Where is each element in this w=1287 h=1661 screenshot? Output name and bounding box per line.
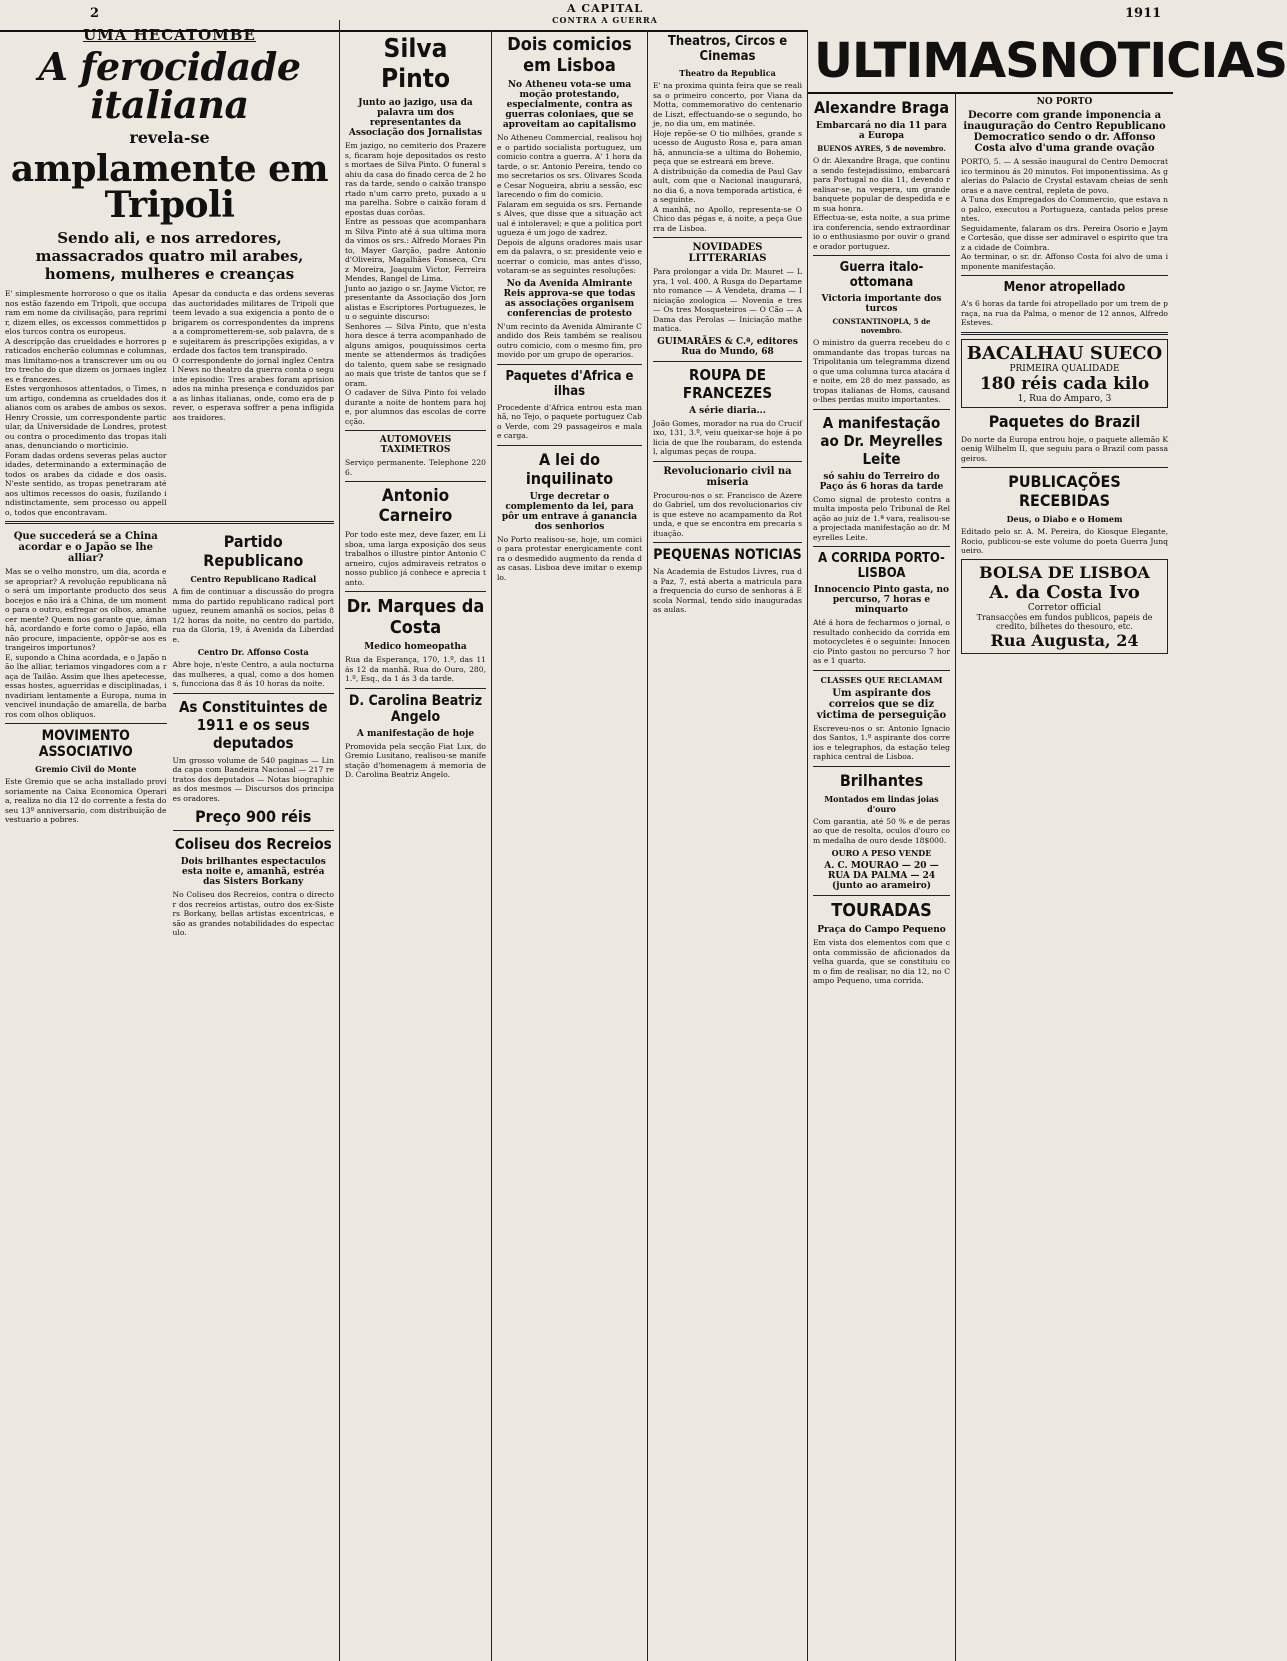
novidades-body: Para prolongar a vida Dr. Mauret — Lyra, 1 vol. 400. A Rusga do Departamento romance — A Vendeta, drama — Iniciação zoologica — Novenia e tres — Os tres Mosqueteiros — O Cão — A Dama das Perolas — Iniciação mathematica. (653, 267, 802, 333)
headline-tripoli: amplamente em Tripoli (10, 148, 329, 226)
headline-revela-se: revela-se (129, 128, 210, 147)
pequenas-title: PEQUENAS NOTICIAS (653, 547, 802, 563)
movimento-title: MOVIMENTO ASSOCIATIVO (38, 728, 133, 760)
divider (813, 766, 950, 767)
divider (653, 461, 802, 462)
silva-pinto-body-5: O cadaver de Silva Pinto foi velado durante a noite de hontem para hoje, por alumnos das escolas de correcção. (345, 388, 486, 426)
china-para-2: E, supondo a China acordada, e o Japão não lhe alliar, teriamos vingadores com a raça de Tailão. Assim que lhes apetecesse, essas hostes, aguerridas e disciplinadas, invadiriam lentamente a Europa, numa invencivel inundação de amarella, de barbaros com olhos obliquos. (5, 652, 167, 719)
brilhantes-sub: Montados em lindas joias d'ouro (824, 793, 939, 814)
antonio-carneiro-title: Antonio Carneiro (378, 486, 453, 526)
constituintes-price: Preço 900 réis (195, 807, 312, 826)
antonio-carneiro-body: Por todo este mez, deve fazer, em Lisboa, uma larga exposição dos seus trabalhos o illustre pintor Antonio Carneiro, cujos admiraveis retratos o nosso publico já conhece e aprecia tanto. (345, 530, 486, 587)
theatros-body-2: Hoje repõe-se O tio milhões, grande sucesso de Augusto Rosa e, para amanhã, annuncia-se a ultima do Bohemio, peça que se estreará em breve. (653, 128, 802, 166)
silva-pinto-body-1: Em jazigo, no cemiterio dos Prazeres, ficaram hoje depositados os restos mortaes de Silva Pinto. O funeral sahiu da casa do finado cerca de 2 horas da tarde, sendo o caixão transportado n'um carro preto, puxado a uma parelha. Sobre o caixão foram depostas duas corôas. (345, 141, 486, 217)
paquetes-brazil-title: Paquetes do Brazil (988, 411, 1141, 431)
movimento-sub: Gremio Civil do Monte (35, 764, 137, 774)
divider (497, 364, 642, 365)
braga-title: Alexandre Braga (813, 98, 950, 117)
tripoli-para-6: O correspondente do jornal inglez Central News no theatro da guerra conta o seguinte episodio: Tres arabes foram aprisionados na minha presença e conduzidos para as linhas italianas, onde, como era de prever, o esperava soffrer a pena infligida aos traidores. (172, 355, 334, 422)
porto-body-2: A Tuna dos Empregados do Commercio, que estava no palco, executou a Portugueza, cantada pelos presentes. (961, 195, 1168, 223)
lower-col1 (5, 528, 334, 938)
revolucionario-title: Revolucionario civil na miseria (663, 465, 792, 488)
bacalhau-title: BACALHAU SUECO (966, 342, 1163, 364)
partido-title: Partido Republicano (203, 532, 304, 570)
automoveis-body: Serviço permanente. Telephone 2206. (345, 458, 486, 477)
coliseu-title: Coliseu dos Recreios (174, 835, 332, 853)
publicacoes-body: Editado pelo sr. A. M. Pereira, do Kiosque Elegante, Rocio, publicou-se este volume do poeta Guerra Junqueiro. (961, 527, 1168, 555)
theatro-republica-sub: Theatro da Republica (679, 68, 776, 78)
partido-sub: Centro Republicano Radical (190, 574, 317, 584)
classes-deck: Um aspirante dos correios que se diz victima de perseguição (816, 687, 947, 721)
tripoli-para-2: A descripção das crueldades e horrores praticados encherão columnas e columnas, mas limitamo-nos a transcrever um ou outro trecho do que dizem os jornaes inglezes e francezes. (5, 336, 167, 384)
bolsa-name: A. da Costa Ivo (989, 581, 1140, 603)
publicacoes-title: PUBLICAÇÕES RECEBIDAS (1008, 472, 1121, 510)
masthead (520, 2, 690, 25)
revolucionario-body: Procurou-nos o sr. Francisco de Azeredo Gabriel, um dos revolucionarios civis que esteve no acampamento da Rotunda, e que se encontra em precaria situação. (653, 490, 802, 538)
carolina-body: Promovida pela secção Fiat Lux, do Gremio Lusitano, realisou-se manifestação d'homenagem á memoria de D. Carolina Beatriz Angelo. (345, 741, 486, 779)
tripoli-para-3: Estes vergonhosos attentados, o Times, num artigo, condemna as crueldades dos italianos com os arabes de ambos os sexos. Henry Crossie, um correspondente particular, da Universidade de Londres, protestou contra o procedimento das tropas italianas, denunciando o morticinio. (5, 384, 167, 450)
kicker-hecatombe: UMA HECATOMBE (83, 26, 256, 44)
guerra-deck: Victoria importante dos turcos (821, 294, 942, 314)
menor-body: A's 6 horas da tarde foi atropellado por um trem de praça, na rua da Palma, o menor de 12 annos, Alfredo Esteves. (961, 299, 1168, 327)
deck-massacre: Sendo ali, e nos arredores, massacrados quatro mil arabes, homens, mulheres e creanças (35, 229, 304, 283)
corrida-title: A CORRIDA PORTO-LISBOA (818, 551, 945, 581)
manifestacao-deck: só sahiu do Terreiro do Paço ás 6 horas da tarde (819, 471, 944, 492)
comicios-body-1: No Atheneu Commercial, realisou hoje o partido socialista portuguez, um comicio contra a guerra. A' 1 hora da tarde, o sr. Antonio Pereira, tendo como secretarios os srs. Olivares Scoda e Cesar Nogueira, abriu a sessão, esclarecendo o fim do comicio. (497, 133, 643, 199)
bacalhau-sub: PRIMEIRA QUALIDADE (1009, 363, 1120, 374)
divider (961, 467, 1168, 468)
bacalhau-price: 180 réis cada kilo (979, 373, 1150, 394)
silva-pinto-body-2: Entre as pessoas que acompanharam Silva Pinto até á sua ultima morada vimos os srs.: Alfredo Moraes Pinto, Mayer Garção, padre Antonio d'Oliveira, Magalhães Fonseca, Cruz Moreira, Joaquim Victor, Ferreira Mendes, Rangel de Lima. (345, 217, 486, 283)
bacalhau-addr: 1, Rua do Amparo, 3 (1017, 393, 1112, 404)
comicios-body-3: Depois de alguns oradores mais usarem da palavra, o sr. presidente veio encerrar o comicio, mas antes d'isso, votaram-se as seguintes resoluções: (497, 237, 642, 275)
porto-body-4: Ao terminar, o sr. dr. Affonso Costa foi alvo de uma imponente manifestação. (961, 252, 1168, 271)
silva-pinto-body-3: Junto ao jazigo o sr. Jayme Victor, representante da Associação dos Jornalistas e Escriptores Portuguezes, leu o seguinte discurso: (345, 283, 486, 321)
masthead-title: A CAPITAL (567, 2, 643, 15)
bolsa-ad (961, 559, 1168, 654)
china-subhead: Que succederá se a China acordar e o Japão se lhe alliar? (13, 531, 158, 564)
paquetes-africa-body: Procedente d'Africa entrou esta manhã, no Tejo, o paquete portuguez Cabo Verde, com 29 passageiros e mala e carga. (497, 402, 642, 440)
inquilinato-deck: Urge decretar o complemento da lei, para pôr um entrave á ganancia dos senhorios (501, 491, 638, 532)
corrida-deck: Innocencio Pinto gasta, no percurso, 7 horas e minquarto (813, 585, 950, 615)
touradas-body: Em vista dos elementos com que conta commissão de aficionados da velha guarda, que se constituiu com o fim de realisar, no dia 12, no Campo Pequeno, uma corrida. (813, 938, 950, 985)
divider (173, 693, 335, 694)
headline-ferocidade: A ferocidade italiana (38, 44, 301, 127)
bolsa-sub: Corretor official (1027, 602, 1102, 613)
masthead-subtitle: CONTRA A GUERRA (552, 15, 658, 25)
coliseu-sub: Dois brilhantes espectaculos esta noite e, amanhã, estréa das Sisters Borkany (180, 857, 326, 887)
page-number: 2 (90, 6, 100, 21)
classes-title: CLASSES QUE RECLAMAM (820, 674, 943, 685)
divider (345, 481, 486, 482)
automoveis-title: AUTOMOVEIS TAXIMETROS (379, 435, 452, 455)
coliseu-body: No Coliseu dos Recreios, contra o director dos recreios artistas, outro dos ex-Sisters Borkany, bellas artistas excentricas, e são as grandes notabilidades do espectaculo. (172, 890, 334, 937)
theatros-body-3: A distribuição da comedia de Paul Gavault, com que o Nacional inaugurará, no dia 6, a nova temporada artistica, é a seguinte. (653, 166, 802, 204)
constituintes-title: As Constituintes de 1911 e os seus deputados (178, 697, 328, 752)
novidades-title: NOVIDADES LITTERARIAS (688, 242, 767, 264)
decreto-deck: Decorre com grande imponencia a inauguração do Centro Republicano Democratico sendo o dr. Affonso Costa alvo d'uma grande ovação (963, 110, 1166, 154)
braga-dateline: BUENOS AYRES, 5 de novembro. (817, 144, 946, 153)
silva-pinto-title: Silva Pinto (380, 34, 451, 94)
divider (653, 237, 802, 238)
divider (5, 723, 167, 724)
manifestacao-body: Como signal de protesto contra a multa imposta pelo Tribunal de Relação ao juiz de 1.ª vara, realisou-se a projectada manifestação ao dr. Meyrelles Leite. (813, 494, 950, 542)
page-date: 1911 (1125, 6, 1162, 21)
divider (653, 361, 802, 362)
brilhantes-sale: OURO A PESO VENDE (831, 848, 932, 858)
avenida-body: N'um recinto da Avenida Almirante Candido dos Reis também se realisou outro comicio, com o mesmo fim, promovido por um grupo de operarios. (497, 321, 642, 359)
banner-word-ultimas: ULTIMAS (814, 33, 1039, 89)
roupa-body: João Gomes, morador na rua do Crucifixo, 131, 3.º, veiu queixar-se hoje á policia de que lhe roubaram, do estendal, algumas peças de roupa. (653, 418, 802, 456)
tripoli-article (5, 289, 334, 517)
divider (961, 332, 1168, 335)
novidades-addr: GUIMARÃES & C.ª, editores Rua do Mundo, 68 (657, 336, 798, 357)
classes-body: Escreveu-nos o sr. Antonio Ignacio dos Santos, 1.º aspirante dos correios e telegraphos, da estação telegraphica central de Lisboa. (813, 723, 950, 761)
marques-body: Rua da Esperança, 170, 1.º, das 11 ás 12 da manhã. Rua do Ouro, 280, 1.º, Esq., da 1 ás 3 da tarde. (345, 655, 486, 683)
tripoli-para-4: Foram dadas ordens severas pelas auctoridades, determinando a exterminação de todos os arabes da cidade e dos oasis. N'este sentido, as tropas penetraram até aos ultimos recessos do oasis, fuzilando indistinctamente, sem processo ou appello, todos que encontravam. (5, 450, 167, 517)
divider (345, 688, 486, 689)
divider (813, 546, 950, 547)
movimento-body: Este Gremio que se acha installado provisoriamente na Caixa Economica Operaria, realiza no dia 12 do corrente a festa do seu 13º anniversario, com distribuição de vestuario a pobres. (5, 777, 167, 824)
divider (813, 670, 950, 671)
touradas-sub: Praça do Campo Pequeno (817, 925, 946, 935)
silva-pinto-deck: Junto ao jazigo, usa da palavra um dos representantes da Associação dos Jornalistas (348, 98, 483, 138)
carolina-sub: A manifestação de hoje (356, 728, 475, 739)
costa-sub: Centro Dr. Affonso Costa (197, 647, 309, 657)
inquilinato-title: A lei do inquilinato (525, 449, 614, 488)
avenida-subhead: No da Avenida Almirante Reis approva-se que todas as associações organisem conferencias de protesto (503, 278, 636, 319)
braga-deck: Embarcará no dia 11 para a Europa (816, 121, 947, 141)
divider (653, 542, 802, 543)
manifestacao-title: A manifestação ao Dr. Meyrelles Leite (820, 413, 943, 468)
divider (961, 275, 1168, 276)
tripoli-para-1: E' simplesmente horroroso o que os italianos estão fazendo em Tripoli, que occuparam em nome da civilisação, para reprimir, dizem elles, os excessos commettidos pelos turcos contra os europeus. (5, 289, 167, 336)
paquetes-africa-title: Paquetes d'Africa e ilhas (505, 368, 634, 399)
column-4 (648, 30, 808, 1661)
brilhantes-body: Com garantia, até 50 % e de peras ao que de resolta, oculos d'ouro com medalha de ouro desde 18$000. (813, 816, 950, 845)
guerra-dateline: CONSTANTINOPLA, 5 de novembro. (832, 317, 931, 335)
bolsa-title: BOLSA DE LISBOA (979, 562, 1150, 582)
marques-sub: Medico homeopatha (364, 642, 467, 652)
guerra-body: O ministro da guerra recebeu do commandante das tropas turcas na Tripolitania um telegramma dizendo que uma columna turca atacára de noite, em 28 do mez passado, as tropas italianas de Homs, causando-lhes perdas muito importantes. (813, 338, 950, 404)
brilhantes-title: Brilhantes (839, 770, 924, 790)
theatros-title: Theatros, Circos e Cinemas (667, 34, 788, 64)
bacalhau-ad (961, 339, 1168, 408)
theatros-body-4: A manhã, no Apollo, representa-se O Chico das pégas e, á noite, a peça Guerra de Lisboa. (653, 204, 802, 233)
partido-body: A fim de continuar a discussão do programma do partido republicano radical portuguez, reunem amanhã os socios, pelas 8 1/2 horas da noite, no centro do partido, rua da Gloria, 19, á Avenida da Liberdade. (172, 587, 334, 644)
ultimas-noticias-banner (808, 30, 1287, 94)
bolsa-addr: Rua Augusta, 24 (990, 630, 1139, 650)
divider (5, 521, 334, 524)
column-5 (808, 94, 956, 1661)
column-1 (0, 20, 340, 1661)
divider (813, 409, 950, 410)
comicios-body-2: Falaram em seguida os srs. Fernandes Alves, que disse que a situação actual é intoleravel; e que a politica portugueza é um jogo de xadrez. (497, 199, 642, 237)
divider (345, 430, 486, 431)
pequenas-body: Na Academia de Estudos Livres, rua da Paz, 7, está aberta a matricula para a frequencia do curso de senhoras á Escola Normal, tendo sido inauguradas as aulas. (653, 567, 802, 614)
marques-title: Dr. Marques da Costa (346, 596, 485, 638)
braga-body-2: Effectua-se, esta noite, a sua primeira conferencia, sendo extraordinario o enthusiasmo por ouvir o grande orador portuguez. (813, 213, 950, 251)
silva-pinto-body-4: Senhores — Silva Pinto, que n'esta hora desce á terra acompanhado de alguns amigos, pouquissimos certamente se attendermos ás tradições do talento, quem sabe se resignado ao mais que triste de tantos que se foram. (345, 321, 486, 388)
carolina-title: D. Carolina Beatriz Angelo (348, 692, 483, 725)
brilhantes-addr: A. C. MOURAO — 20 — RUA DA PALMA — 24 (junto ao arameiro) (824, 861, 939, 891)
constituintes-body: Um grosso volume de 540 paginas — Linda capa com Bandeira Nacional — 217 retratos dos deputados — Notas biographicas dos mesmos — Discursos dos principaes oradores. (172, 755, 334, 803)
divider (813, 895, 950, 896)
porto-body-3: Seguidamente, falaram os drs. Pereira Osorio e Jayme Cortesão, que disse ser admiravel o espirito que traz a cidade de Coimbra. (961, 223, 1168, 252)
china-para-1: Mas se o velho monstro, um dia, acorda e se apropriar? A revolução republicana não será um importante producto dos seus bocejos e não irá a China, de um momento para o outro, esfregar os olhos, amanhecer mente? Quem nos garante que, ámanhã, acordando e forte como o Japão, ella não procure, impaciente, oppôr-se aos estrangeiros importunos? (5, 567, 167, 652)
publicacoes-sub: Deus, o Diabo e o Homem (1006, 514, 1123, 524)
divider (173, 830, 335, 831)
tripoli-para-5: Apesar da conducta e das ordens severas das auctoridades militares de Tripoli que teem levado a sua exigencia a ponto de obrigarem os correspondentes da imprensa a comprometterem-se, sob palavra, de se sujeitarem ás prescripções exigidas, a verdade dos factos tem transpirado. (172, 289, 334, 355)
bolsa-body: Transacções em fundos publicos, papeis de credito, bilhetes do thesouro, etc. (976, 612, 1153, 631)
divider (813, 255, 950, 256)
inquilinato-body: No Porto realisou-se, hoje, um comicio para protestar energicamente contra o desmedido augmento da renda das casas. Lisboa deve imitar o exemplo. (497, 534, 642, 582)
comicios-title: Dois comicios em Lisboa (507, 34, 632, 76)
divider (345, 591, 486, 592)
paquetes-brazil-body: Do norte da Europa entrou hoje, o paquete allemão Koenig Wilhelm II, que seguiu para o Brazil com passageiros. (961, 434, 1168, 463)
porto-label: NO PORTO (1036, 97, 1093, 107)
column-2 (340, 30, 492, 1661)
guerra-title: Guerra italo-ottomana (839, 260, 924, 290)
menor-title: Menor atropellado (1003, 280, 1126, 295)
banner-word-noticias: NOTICIAS (1038, 33, 1287, 89)
column-6 (956, 94, 1173, 1661)
porto-body-1: PORTO, 5. — A sessão inaugural do Centro Democratico terminou ás 20 minutos. Foi imponentissima. As galerias do Palacio de Crystal estavam cheias de senhoras e a nave central, repleta de povo. (961, 157, 1168, 195)
roupa-title: ROUPA DE FRANCEZES (682, 365, 773, 402)
braga-body-1: O dr. Alexandre Braga, que continua sendo festejadissimo, embarcará para Portugal no dia 11, devendo realisar-se, na vespera, um grande banquete popular de despedida e em sua honra. (813, 156, 950, 213)
roupa-sub: A série diaria... (689, 405, 766, 416)
divider (497, 445, 642, 446)
comicios-deck: No Atheneu vota-se uma moção protestando, especialmente, contra as guerras coloniaes, que se aproveitam ao capitalismo (502, 80, 637, 130)
theatros-body-1: E' na proxima quinta feira que se realisa o primeiro concerto, por Viana da Motta, commemorativo do centenario de Liszt, effectuando-se o segundo, hoje, no dia um, em matinée. (653, 81, 802, 128)
column-3 (492, 30, 648, 1661)
costa-body: Abre hoje, n'este Centro, a aula nocturna das mulheres, a qual, como a dos homens, funcciona das 8 ás 10 horas da noite. (172, 660, 334, 688)
corrida-body: Até á hora de fecharmos o jornal, o resultado conhecido da corrida em motocycletes é o seguinte: Innocencio Pinto gastou no percurso 7 horas e 1 quarto. (813, 618, 950, 665)
touradas-title: TOURADAS (831, 900, 932, 921)
